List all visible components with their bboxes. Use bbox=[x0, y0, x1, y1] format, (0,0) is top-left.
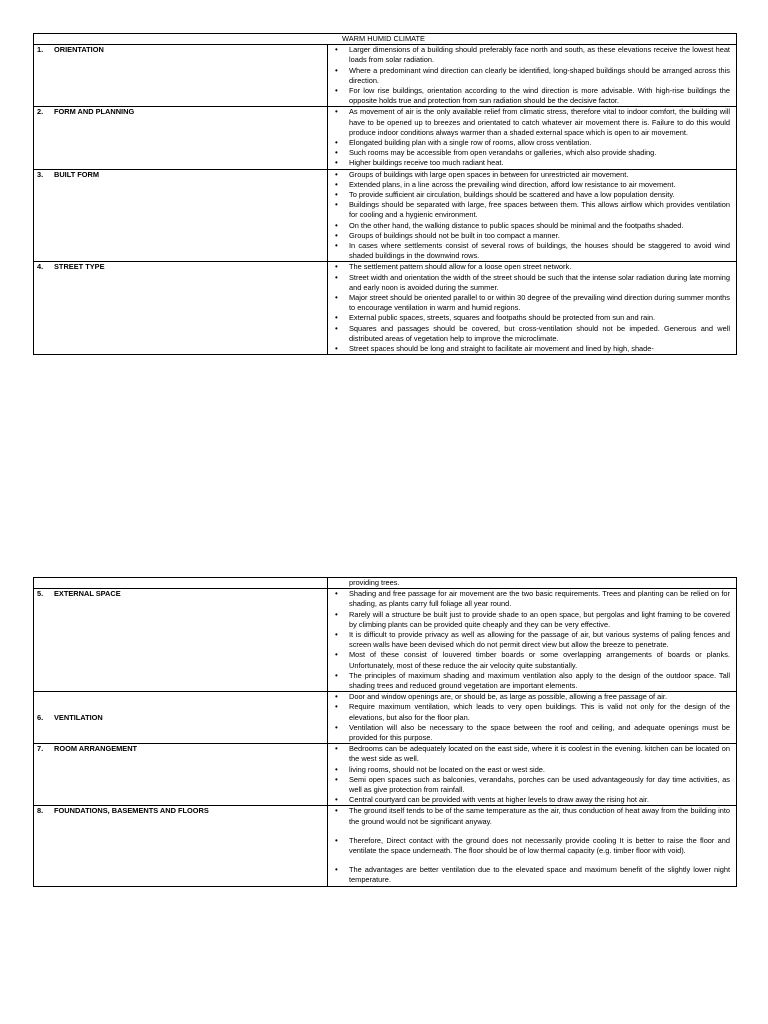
bullet-point: • For low rise buildings, orientation according to the wind direction is more advisable. With high-rise buildings the opposite holds true and protection from sun radiation should be the decisive factor. bbox=[331, 86, 730, 106]
topic-label: FOUNDATIONS, BASEMENTS AND FLOORS bbox=[54, 806, 209, 816]
points-cell bbox=[328, 262, 737, 355]
table-row-external-space bbox=[34, 589, 737, 692]
topic-number: 4. bbox=[37, 262, 44, 272]
topic-cell bbox=[34, 169, 328, 262]
guidelines-table-page-1 bbox=[33, 33, 737, 355]
bullet-point: • Where a predominant wind direction can clearly be identified, long-shaped buildings should be arranged across this direction. bbox=[331, 66, 730, 86]
bullet-point: • Rarely will a structure be built just to provide shade to an open space, but pergolas and light framing to be covered by climbing plants can be provided quite cheaply and they can be very effective. bbox=[331, 610, 730, 630]
table-row-room-arrangement bbox=[34, 744, 737, 806]
bullet-point: • As movement of air is the only available relief from climatic stress, therefore vital to indoor comfort, the building will have to be opened up to breezes and orientated to catch whatever air movement there is. Failure to do this would produce indoor conditions always warmer than a shaded external space which is open to air movement. bbox=[331, 107, 730, 138]
bullet-point: • Buildings should be separated with large, free spaces between them. This allows airflow which provides ventilation for cooling and a hygienic environment. bbox=[331, 200, 730, 220]
empty-topic-cell bbox=[34, 578, 328, 589]
topic-label: ROOM ARRANGEMENT bbox=[54, 744, 138, 754]
table-row-foundations bbox=[34, 806, 737, 886]
topic-number: 7. bbox=[37, 744, 44, 754]
bullet-point: • Bedrooms can be adequately located on the east side, where it is coolest in the evening. kitchen can be located on the west side as well. bbox=[331, 744, 730, 764]
topic-number: 2. bbox=[37, 107, 44, 117]
topic-cell bbox=[34, 806, 328, 886]
points-cell bbox=[328, 744, 737, 806]
bullet-point: • External public spaces, streets, squares and footpaths should be protected from sun and rain. bbox=[331, 313, 730, 323]
bullet-point: • The principles of maximum shading and maximum ventilation also apply to the design of the outdoor space. Tall shading trees and reduced ground vegetation are important elements. bbox=[331, 671, 730, 691]
bullet-point: • The settlement pattern should allow for a loose open street network. bbox=[331, 262, 730, 272]
bullet-point: • Major street should be oriented parallel to or within 30 degree of the prevailing wind direction during summer months to encourage ventilation in warm and humid regions. bbox=[331, 293, 730, 313]
topic-number: 5. bbox=[37, 589, 44, 599]
points-cell bbox=[328, 169, 737, 262]
table-row-built-form bbox=[34, 169, 737, 262]
topic-cell bbox=[34, 107, 328, 169]
bullet-point: • Shading and free passage for air movement are the two basic requirements. Trees and planting can be relied on for shading, as plants carry full foliage all year round. bbox=[331, 589, 730, 609]
bullet-point: • Street spaces should be long and straight to facilitate air movement and lined by high, shade- bbox=[331, 344, 730, 354]
bullet-point: • Higher buildings receive too much radiant heat. bbox=[331, 158, 730, 168]
bullet-point: • Central courtyard can be provided with vents at higher levels to draw away the rising hot air. bbox=[331, 795, 730, 805]
bullet-point: • Extended plans, in a line across the prevailing wind direction, afford low resistance to air movement. bbox=[331, 180, 730, 190]
topic-cell bbox=[34, 589, 328, 692]
bullet-point: • The advantages are better ventilation due to the elevated space and maximum benefit of the slightly lower night temperature. bbox=[331, 865, 730, 885]
table-row-orientation bbox=[34, 45, 737, 107]
topic-label: FORM AND PLANNING bbox=[54, 107, 135, 117]
topic-cell bbox=[34, 692, 328, 744]
topic-cell bbox=[34, 262, 328, 355]
continuation-row bbox=[34, 578, 737, 589]
bullet-point: • Require maximum ventilation, which leads to very open buildings. This is valid not only for the design of the elevations, but also for the floor plan. bbox=[331, 702, 730, 722]
bullet-point: • Elongated building plan with a single row of rooms, allow cross ventilation. bbox=[331, 138, 730, 148]
topic-number: 1. bbox=[37, 45, 44, 55]
bullet-point: • In cases where settlements consist of several rows of buildings, the houses should be staggered to avoid wind shaded buildings in the downwind rows. bbox=[331, 241, 730, 261]
bullet-point: • Ventilation will also be necessary to the space between the roof and ceiling, and adequate openings must be provided for this purpose. bbox=[331, 723, 730, 743]
table-row-ventilation bbox=[34, 692, 737, 744]
bullet-point: • Therefore, Direct contact with the ground does not necessarily provide cooling It is better to raise the floor and ventilate the space underneath. The floor should be of low thermal capacity (e.g. timber floor with void). bbox=[331, 836, 730, 856]
points-cell bbox=[328, 692, 737, 744]
bullet-point: • Groups of buildings with large open spaces in between for unrestricted air movement. bbox=[331, 170, 730, 180]
topic-number: 8. bbox=[37, 806, 44, 816]
continuation-text: providing trees. bbox=[349, 578, 400, 587]
table-title: WARM HUMID CLIMATE bbox=[34, 34, 737, 45]
bullet-point: • On the other hand, the walking distance to public spaces should be minimal and the footpaths shaded. bbox=[331, 221, 730, 231]
table-row-street-type bbox=[34, 262, 737, 355]
bullet-point: • Squares and passages should be covered, but cross-ventilation should not be impeded. Generous and well distributed areas of vegetation help to improve the microclimate. bbox=[331, 324, 730, 344]
bullet-point: • living rooms, should not be located on the east or west side. bbox=[331, 765, 730, 775]
bullet-point: • Such rooms may be accessible from open verandahs or galleries, which also provide shading. bbox=[331, 148, 730, 158]
bullet-point: • Street width and orientation the width of the street should be such that the intense solar radiation during late morning and early noon is avoided during the summer. bbox=[331, 273, 730, 293]
points-cell bbox=[328, 806, 737, 886]
topic-label: BUILT FORM bbox=[54, 169, 100, 179]
bullet-point: • The ground itself tends to be of the same temperature as the air, thus conduction of heat away from the building into the ground would not be significant anyway. bbox=[331, 806, 730, 826]
bullet-point: • It is difficult to provide privacy as well as allowing for the passage of air, but various systems of paling fences and screen walls have been devised which do not permit direct view but allow the breeze to penetrate. bbox=[331, 630, 730, 650]
topic-label: STREET TYPE bbox=[54, 262, 105, 272]
topic-label: ORIENTATION bbox=[54, 45, 104, 55]
topic-label: EXTERNAL SPACE bbox=[54, 589, 121, 599]
table-title-row bbox=[34, 34, 737, 45]
bullet-point: • Semi open spaces such as balconies, verandahs, porches can be used advantageously for day time activities, as well as give protection from rainfall. bbox=[331, 775, 730, 795]
points-cell bbox=[328, 589, 737, 692]
topic-cell bbox=[34, 45, 328, 107]
continuation-cell bbox=[328, 578, 737, 589]
bullet-point: • Groups of buildings should not be built in too compact a manner. bbox=[331, 231, 730, 241]
bullet-point: • To provide sufficient air circulation, buildings should be scattered and have a low population density. bbox=[331, 190, 730, 200]
bullet-point: • Most of these consist of louvered timber boards or some overlapping arrangements of boards or planks. Unfortunately, most of these reduce the air velocity quite substantially. bbox=[331, 650, 730, 670]
bullet-point: • Larger dimensions of a building should preferably face north and south, as these elevations receive the lowest heat loads from solar radiation. bbox=[331, 45, 730, 65]
topic-number: 6. bbox=[37, 712, 44, 722]
topic-label: VENTILATION bbox=[54, 712, 103, 722]
topic-number: 3. bbox=[37, 169, 44, 179]
points-cell bbox=[328, 107, 737, 169]
guidelines-table-page-2 bbox=[33, 577, 737, 887]
table-row-form-and-planning bbox=[34, 107, 737, 169]
topic-cell bbox=[34, 744, 328, 806]
bullet-point: • Door and window openings are, or should be, as large as possible, allowing a free passage of air. bbox=[331, 692, 730, 702]
points-cell bbox=[328, 45, 737, 107]
